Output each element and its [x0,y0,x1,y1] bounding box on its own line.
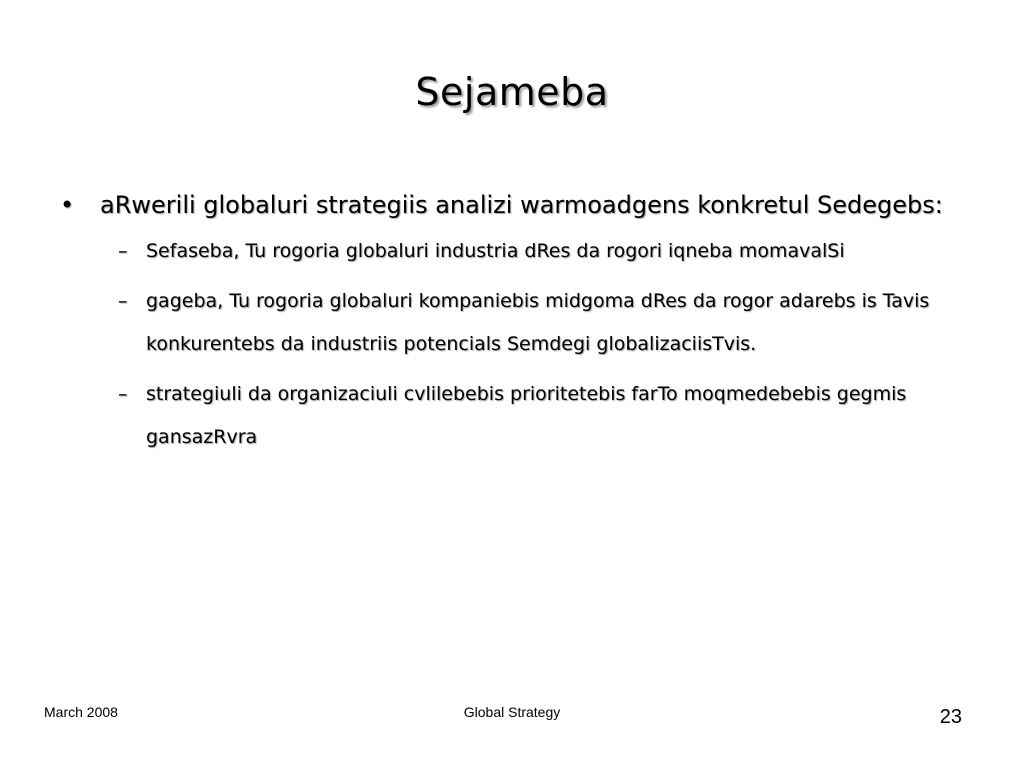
slide-title: Sejameba [415,70,609,114]
sub-bullet-text: Sefaseba, Tu rogoria globaluri industria dRes da rogori iqneba momavalSi [146,240,845,262]
footer-date: March 2008 [44,704,118,720]
sub-bullet-text: gageba, Tu rogoria globaluri kompaniebis midgoma dRes da rogor adarebs is Tavis konkurentebs da industriis potencials Semdegi globalizaciisTvis. [146,290,930,355]
page-number: 23 [939,706,962,728]
bullet-marker: • [60,191,75,219]
dash-marker: – [118,240,128,262]
sub-bullet-1 [118,230,960,273]
main-bullet [60,180,960,230]
main-bullet-text: aRwerili globaluri strategiis analizi warmoadgens konkretul Sedegebs: [100,191,943,219]
sub-bullet-text: strategiuli da organizaciuli cvlilebebis prioritetebis farTo moqmedebebis gegmis gansazRvra [146,383,907,448]
footer-title: Global Strategy [463,704,561,720]
sub-bullet-list [60,230,960,459]
sub-bullet-2 [118,280,960,366]
dash-marker: – [118,383,128,405]
slide-body [60,180,960,466]
sub-bullet-3 [118,373,960,459]
dash-marker: – [118,290,128,312]
